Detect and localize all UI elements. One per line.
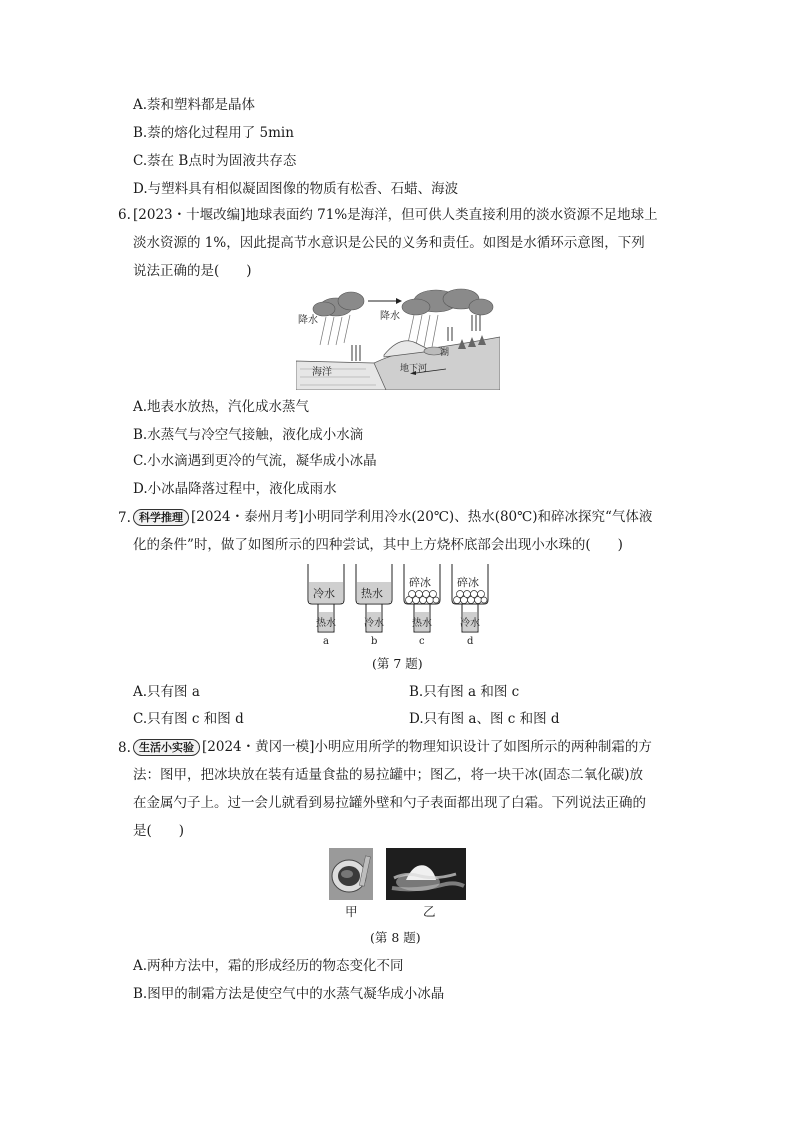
q8-stem-line3: 在金属勺子上。过一会儿就看到易拉罐外壁和勺子表面都出现了白霜。下列说法正确的 [133,795,646,811]
beaker-b-top: 热水 [361,587,383,600]
beaker-a [308,564,344,647]
q8-option-b: B.图甲的制霜方法是使空气中的水蒸气凝华成小冰晶 [133,986,445,1002]
q8-option-a: A.两种方法中，霜的形成经历的物态变化不同 [133,958,404,974]
beaker-b-label: b [371,636,378,647]
label-lake: 湖 [440,348,450,358]
cloud-right [402,289,493,315]
q7-option-b: B.只有图 a 和图 c [409,684,520,700]
label-rain-right: 降水 [380,311,400,322]
q6-stem-line2: 淡水资源的 1%，因此提高节水意识是公民的义务和责任。如图是水循环示意图，下列 [133,235,645,251]
label-rain-left: 降水 [298,315,318,326]
ocean [296,361,386,390]
beaker-c-bottom: 热水 [412,618,432,629]
beakers-figure [304,562,494,648]
q7-option-a: A.只有图 a [133,684,200,700]
beaker-a-top: 冷水 [313,587,335,600]
q5-option-d: D.与塑料具有相似凝固图像的物质有松香、石蜡、海波 [133,181,459,197]
q7-option-d: D.只有图 a、图 c 和图 d [409,711,560,727]
q7-caption: (第 7 题) [372,656,423,671]
label-groundwater: 地下河 [400,364,428,374]
q6-stem-line1: [2023・十堰改编]地球表面约 71%是海洋，但可供人类直接利用的淡水资源不足地球上 [133,207,658,223]
q6-option-a: A.地表水放热，汽化成水蒸气 [133,399,310,415]
cloud-left [313,292,364,316]
photo-yi-label: 乙 [423,904,436,919]
beaker-d-top: 碎冰 [457,576,479,589]
q5-option-a: A.萘和塑料都是晶体 [133,97,256,113]
q5-option-b: B.萘的熔化过程用了 5min [133,125,294,141]
beaker-d-bottom: 冷水 [460,618,480,629]
photo-yi [386,848,466,900]
photo-jia [329,848,373,900]
q6-option-b: B.水蒸气与冷空气接触，液化成小水滴 [133,427,364,443]
q6-number: 6. [118,207,131,223]
beaker-c-top: 碎冰 [409,576,431,589]
q8-caption: (第 8 题) [370,930,421,945]
q8-stem-line1 [133,738,652,756]
q7-option-c: C.只有图 c 和图 d [133,711,244,727]
rain-left [320,315,350,345]
label-ocean: 海洋 [312,367,332,378]
beaker-b-bottom: 冷水 [364,618,384,629]
q7-stem-line2: 化的条件”时，做了如图所示的四种尝试，其中上方烧杯底部会出现小水珠的( ) [133,537,623,553]
q6-option-d: D.小冰晶降落过程中，液化成雨水 [133,481,337,497]
q7-number: 7. [118,510,131,526]
q8-stem-text1: [2024・黄冈一模]小明应用所学的物理知识设计了如图所示的两种制霜的方 [202,739,652,755]
beaker-a-label: a [323,636,329,647]
q5-option-c: C.萘在 B点时为固液共存态 [133,153,297,169]
q7-tag-badge: 科学推理 [133,509,189,526]
q7-stem-line1 [133,508,652,526]
beaker-b [356,564,392,647]
water-cycle-figure [296,285,500,390]
q8-tag-badge: 生活小实验 [133,739,200,756]
beaker-c-label: c [419,636,425,647]
q7-stem-text1: [2024・泰州月考]小明同学利用冷水(20℃)、热水(80℃)和碎冰探究“气体液 [191,509,653,525]
q8-stem-line4: 是( ) [133,823,185,839]
beaker-d-label: d [467,636,474,647]
beaker-a-bottom: 热水 [316,618,336,629]
q8-stem-line2: 法：图甲，把冰块放在装有适量食盐的易拉罐中；图乙，将一块干冰(固态二氧化碳)放 [133,767,644,783]
beaker-c [404,564,440,647]
q8-number: 8. [118,740,131,756]
photo-jia-label: 甲 [345,904,358,919]
q6-stem-line3: 说法正确的是( ) [133,263,252,279]
beaker-d [452,564,488,647]
q6-option-c: C.小水滴遇到更冷的气流，凝华成小冰晶 [133,453,377,469]
